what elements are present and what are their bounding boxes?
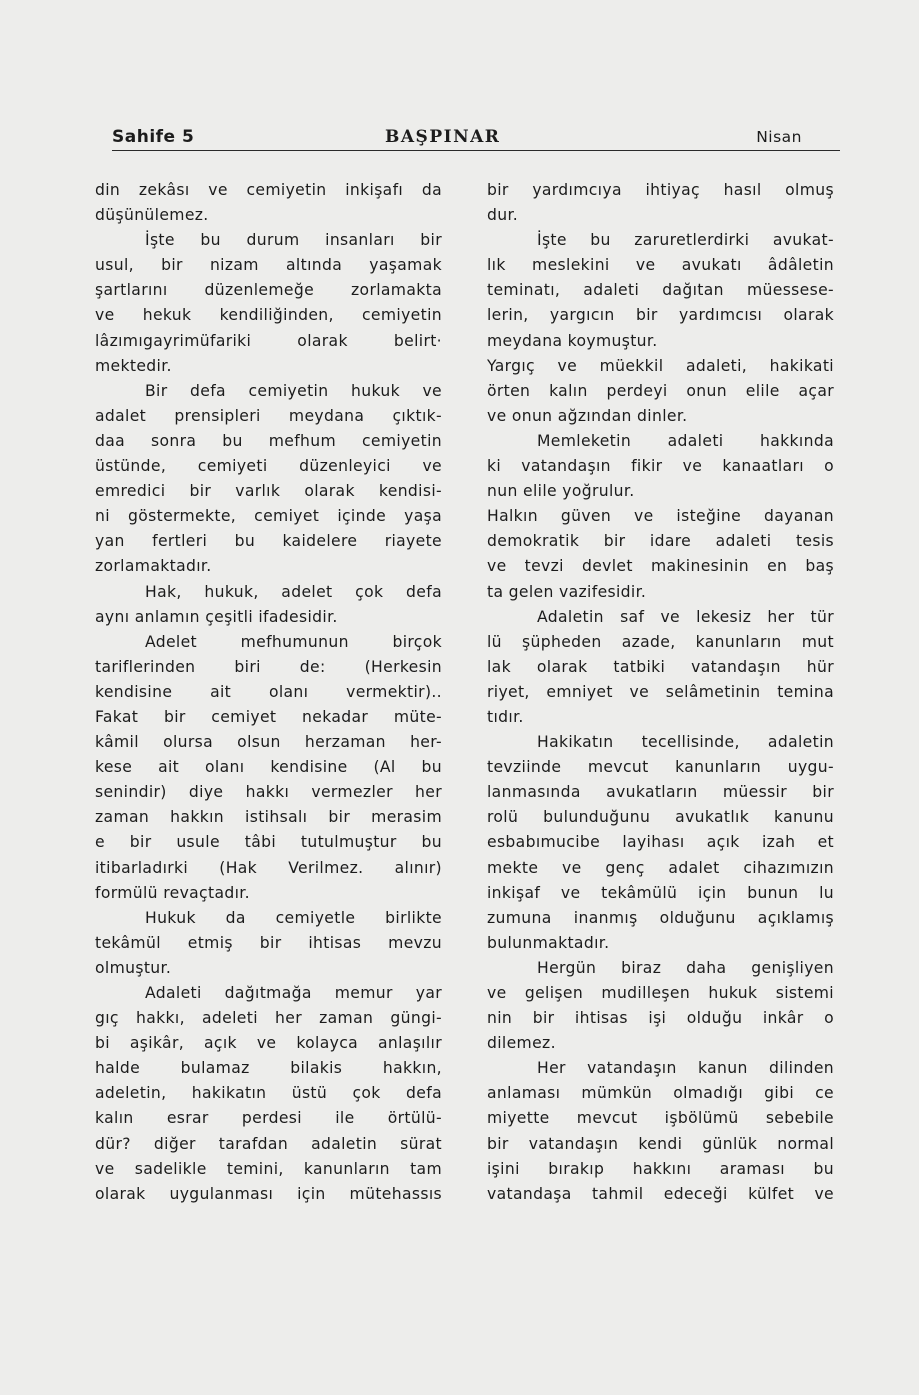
text-line: gıç hakkı, adeleti her zaman güngi- xyxy=(95,1009,442,1028)
text-line: din zekâsı ve cemiyetin inkişafı da xyxy=(95,181,442,199)
issue-month: Nisan xyxy=(756,128,802,146)
text-line: bulunmaktadır. xyxy=(487,933,610,952)
text-line: teminatı, adaleti dağıtan müessese- xyxy=(487,281,834,300)
text-line: demokratik bir idare adaleti tesis xyxy=(487,532,834,551)
page-number: Sahife 5 xyxy=(112,127,195,147)
text-line: senindir) diye hakkı vermezler her xyxy=(95,783,442,802)
text-line: usul, bir nizam altında yaşamak xyxy=(95,256,442,275)
text-line: ve tevzi devlet makinesinin en baş xyxy=(487,557,834,576)
text-line: olarak uygulanması için mütehassıs xyxy=(95,1184,442,1203)
text-line: zaman hakkın istihsalı bir merasim xyxy=(95,808,442,827)
text-line: halde bulamaz bilakis hakkın, xyxy=(95,1059,442,1078)
text-line: Hak, hukuk, adelet çok defa xyxy=(145,582,442,601)
text-line: ta gelen vazifesidir. xyxy=(487,582,647,601)
text-line: dilemez. xyxy=(487,1034,556,1053)
text-line: şartlarını düzenlemeğe zorlamakta xyxy=(95,281,442,300)
text-line: adalet prensipleri meydana çıktık- xyxy=(95,406,442,425)
text-line: tıdır. xyxy=(487,707,524,726)
text-line: İşte bu zaruretlerdirki avukat- xyxy=(537,231,834,250)
text-line: Adelet mefhumunun birçok xyxy=(145,632,442,651)
text-line: üstünde, cemiyeti düzenleyici ve xyxy=(95,457,442,476)
text-line: tariflerinden biri de: (Herkesin xyxy=(95,657,442,676)
text-line: bi aşikâr, açık ve kolayca anlaşılır xyxy=(95,1034,442,1053)
text-line: zorlamaktadır. xyxy=(95,557,212,576)
text-line: lerin, yargıcın bir yardımcısı olarak xyxy=(487,306,834,325)
text-line: tekâmül etmiş bir ihtisas mevzu xyxy=(95,933,442,952)
text-line: zumuna inanmış olduğunu açıklamış xyxy=(487,908,834,927)
text-line: riyet, emniyet ve selâmetinin temina xyxy=(487,682,834,701)
text-line: dur. xyxy=(487,206,519,225)
text-line: olmuştur. xyxy=(95,958,172,977)
text-line: Hukuk da cemiyetle birlikte xyxy=(145,908,442,927)
text-line: örten kalın perdeyi onun elile açar xyxy=(487,381,834,400)
text-line: ve sadelikle temini, kanunların tam xyxy=(95,1159,442,1178)
text-line: kalın esrar perdesi ile örtülü- xyxy=(95,1109,442,1128)
text-line: Bir defa cemiyetin hukuk ve xyxy=(145,381,442,400)
text-line: nun elile yoğrulur. xyxy=(487,482,635,501)
text-line: Memleketin adaleti hakkında xyxy=(537,431,834,450)
text-line: mektedir. xyxy=(95,356,172,375)
text-line: daa sonra bu mefhum cemiyetin xyxy=(95,431,442,450)
text-line: Fakat bir cemiyet nekadar müte- xyxy=(95,707,442,726)
right-text-column xyxy=(487,178,834,1207)
text-line: lak olarak tatbiki vatandaşın hür xyxy=(487,657,834,676)
text-line: adeletin, hakikatın üstü çok defa xyxy=(95,1084,442,1103)
left-text-column xyxy=(95,178,442,1207)
text-line: Yargıç ve müekkil adaleti, hakikati xyxy=(487,356,834,375)
text-line: mekte ve genç adalet cihazımızın xyxy=(487,858,834,877)
text-line: meydana koymuştur. xyxy=(487,331,658,350)
text-line: rolü bulunduğunu avukatlık kanunu xyxy=(487,808,834,827)
text-line: miyette mevcut işbölümü sebebile xyxy=(487,1109,834,1128)
text-line: lü şüpheden azade, kanunların mut xyxy=(487,632,834,651)
text-line: işini bırakıp hakkını araması bu xyxy=(487,1159,834,1178)
text-line: lık meslekini ve avukatı âdâletin xyxy=(487,256,834,275)
text-line: lâzımıgayrimüfariki olarak belirt· xyxy=(95,331,442,350)
text-line: Her vatandaşın kanun dilinden xyxy=(537,1059,834,1078)
text-line: kendisine ait olanı vermektir).. xyxy=(95,682,442,701)
text-line: bir vatandaşın kendi günlük normal xyxy=(487,1134,834,1153)
publication-title: BAŞPINAR xyxy=(385,127,501,147)
text-line: İşte bu durum insanları bir xyxy=(145,231,442,250)
text-line: kâmil olursa olsun herzaman her- xyxy=(95,733,442,752)
text-line: emredici bir varlık olarak kendisi- xyxy=(95,482,442,501)
text-line: Adaleti dağıtmağa memur yar xyxy=(145,984,442,1002)
text-line: esbabımucibe layihası açık izah et xyxy=(487,833,834,852)
text-line: dür? diğer tarafdan adaletin sürat xyxy=(95,1134,442,1153)
text-line: vatandaşa tahmil edeceği külfet ve xyxy=(487,1184,834,1203)
text-line: Hakikatın tecellisinde, adaletin xyxy=(537,733,834,752)
page-header xyxy=(112,124,840,151)
text-line: kese ait olanı kendisine (Al bu xyxy=(95,758,442,777)
text-line: e bir usule tâbi tutulmuştur bu xyxy=(95,833,442,852)
text-line: inkişaf ve tekâmülü için bunun lu xyxy=(487,883,834,902)
text-line: lanmasında avukatların müessir bir xyxy=(487,783,834,802)
text-line: Hergün biraz daha genişliyen xyxy=(537,958,834,977)
text-line: yan fertleri bu kaidelere riayete xyxy=(95,532,442,551)
text-line: aynı anlamın çeşitli ifadesidir. xyxy=(95,607,338,626)
text-line: bir yardımcıya ihtiyaç hasıl olmuş xyxy=(487,181,834,199)
text-line: düşünülemez. xyxy=(95,206,209,225)
text-line: formülü revaçtadır. xyxy=(95,883,250,902)
text-line: ni göstermekte, cemiyet içinde yaşa xyxy=(95,507,442,526)
text-line: ve gelişen mudilleşen hukuk sistemi xyxy=(487,984,834,1002)
text-line: Halkın güven ve isteğine dayanan xyxy=(487,507,834,526)
text-line: itibarladırki (Hak Verilmez. alınır) xyxy=(95,858,442,877)
text-line: Adaletin saf ve lekesiz her tür xyxy=(537,607,834,626)
text-line: anlaması mümkün olmadığı gibi ce xyxy=(487,1084,834,1103)
text-line: ve hekuk kendiliğinden, cemiyetin xyxy=(95,306,442,325)
text-line: ve onun ağzından dinler. xyxy=(487,406,688,425)
text-line: ki vatandaşın fikir ve kanaatları o xyxy=(487,457,834,476)
text-line: tevziinde mevcut kanunların uygu- xyxy=(487,758,834,777)
text-line: nin bir ihtisas işi olduğu inkâr o xyxy=(487,1009,834,1028)
